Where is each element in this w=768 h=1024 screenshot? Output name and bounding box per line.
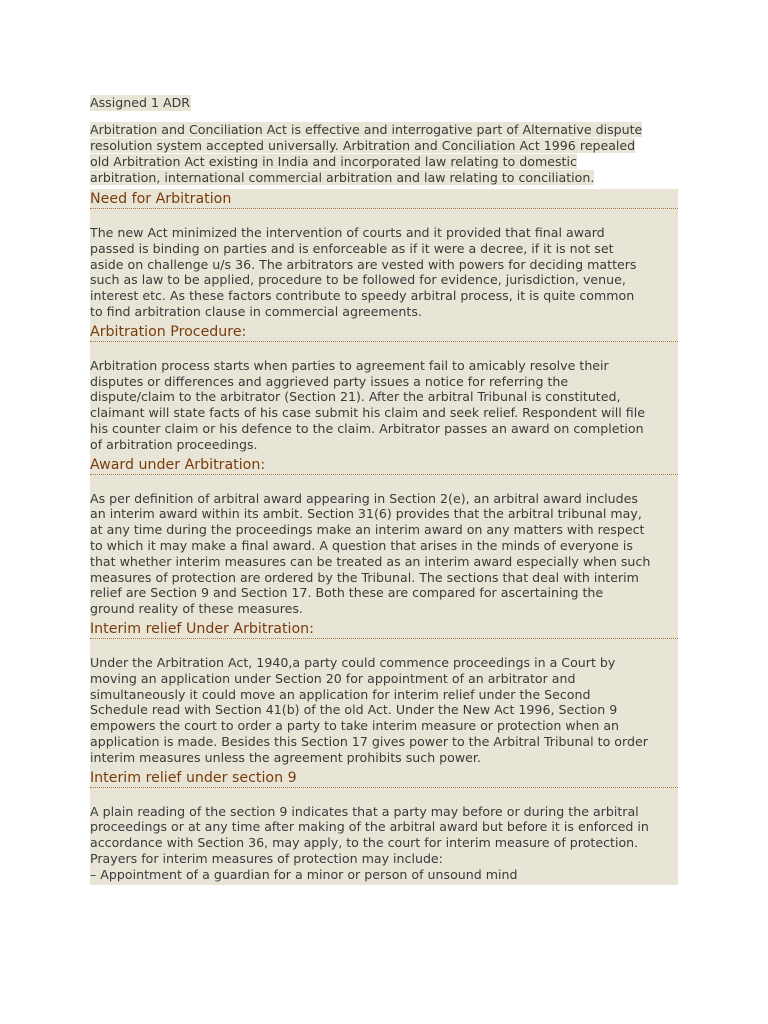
paragraph-line: dispute/claim to the arbitrator (Section 21). After the arbitral Tribunal is constituted, bbox=[90, 389, 621, 405]
section-heading: Arbitration Procedure: bbox=[90, 322, 678, 342]
section-heading: Interim relief under section 9 bbox=[90, 768, 678, 788]
paragraph-line: Schedule read with Section 41(b) of the old Act. Under the New Act 1996, Section 9 bbox=[90, 702, 618, 718]
section-arbitration-procedure bbox=[90, 322, 678, 455]
intro-line: resolution system accepted universally. Arbitration and Conciliation Act 1996 repealed bbox=[90, 138, 636, 153]
paragraph-line: interest etc. As these factors contribute to speedy arbitral process, it is quite common bbox=[90, 288, 635, 304]
paragraph-line: The new Act minimized the intervention of courts and it provided that final award bbox=[90, 225, 605, 240]
paragraph-line: Prayers for interim measures of protection may include: bbox=[90, 850, 443, 866]
section-paragraph bbox=[90, 209, 678, 322]
paragraph-line: relief are Section 9 and Section 17. Both these are compared for ascertaining the bbox=[90, 585, 604, 601]
paragraph-line: Under the Arbitration Act, 1940,a party could commence proceedings in a Court by bbox=[90, 654, 616, 670]
paragraph-line: disputes or differences and aggrieved party issues a notice for referring the bbox=[90, 373, 569, 389]
paragraph-line: accordance with Section 36, may apply, to the court for interim measure of protection. bbox=[90, 835, 639, 851]
paragraph-line: at any time during the proceedings make an interim award on any matters with respect bbox=[90, 522, 645, 538]
paragraph-line: A plain reading of the section 9 indicates that a party may before or during the arbitral bbox=[90, 803, 639, 819]
paragraph-line: measures of protection are ordered by the Tribunal. The sections that deal with interim bbox=[90, 569, 639, 585]
paragraph-line: Arbitration process starts when parties to agreement fail to amicably resolve their bbox=[90, 357, 609, 373]
paragraph-line: proceedings or at any time after making of the arbitral award but before it is enforced in bbox=[90, 819, 649, 835]
paragraph-line: claimant will state facts of his case submit his claim and seek relief. Respondent will file bbox=[90, 405, 645, 421]
section-paragraph bbox=[90, 788, 678, 885]
section-interim-relief-section-9 bbox=[90, 768, 678, 885]
section-heading: Award under Arbitration: bbox=[90, 455, 678, 475]
section-paragraph bbox=[90, 475, 678, 619]
paragraph-line: his counter claim or his defence to the claim. Arbitrator passes an award on completion bbox=[90, 420, 644, 436]
paragraph-line: to which it may make a final award. A question that arises in the minds of everyone is bbox=[90, 537, 633, 553]
intro-line: old Arbitration Act existing in India and incorporated law relating to domestic bbox=[90, 154, 577, 169]
paragraph-line: such as law to be applied, procedure to be followed for evidence, jurisdiction, venue, bbox=[90, 272, 626, 288]
intro-line: Arbitration and Conciliation Act is effective and interrogative part of Alternative dispute bbox=[90, 122, 643, 137]
section-need-for-arbitration bbox=[90, 189, 678, 322]
section-paragraph bbox=[90, 639, 678, 768]
section-paragraph bbox=[90, 342, 678, 455]
paragraph-line: empowers the court to order a party to take interim measure or protection when an bbox=[90, 718, 620, 734]
section-award-under-arbitration bbox=[90, 455, 678, 619]
paragraph-line: that whether interim measures can be treated as an interim award especially when such bbox=[90, 553, 651, 569]
paragraph-line: simultaneously it could move an application for interim relief under the Second bbox=[90, 686, 591, 702]
paragraph-line: – Appointment of a guardian for a minor or person of unsound mind bbox=[90, 866, 518, 882]
intro-line: arbitration, international commercial arbitration and law relating to conciliation. bbox=[90, 170, 595, 185]
paragraph-line: moving an application under Section 20 for appointment of an arbitrator and bbox=[90, 670, 576, 686]
paragraph-line: aside on challenge u/s 36. The arbitrators are vested with powers for deciding matters bbox=[90, 256, 637, 272]
paragraph-line: passed is binding on parties and is enforceable as if it were a decree, if it is not set bbox=[90, 240, 614, 256]
paragraph-line: of arbitration proceedings. bbox=[90, 436, 258, 452]
section-interim-relief bbox=[90, 619, 678, 768]
document-title: Assigned 1 ADR bbox=[90, 95, 191, 110]
paragraph-line: to find arbitration clause in commercial agreements. bbox=[90, 303, 422, 319]
section-heading: Need for Arbitration bbox=[90, 189, 678, 209]
intro-paragraph bbox=[90, 122, 678, 186]
paragraph-line: an interim award within its ambit. Section 31(6) provides that the arbitral tribunal may, bbox=[90, 506, 642, 522]
paragraph-line: application is made. Besides this Section 17 gives power to the Arbitral Tribunal to order bbox=[90, 733, 648, 749]
paragraph-line: As per definition of arbitral award appearing in Section 2(e), an arbitral award includes bbox=[90, 490, 638, 506]
paragraph-line: ground reality of these measures. bbox=[90, 601, 303, 617]
paragraph-line: interim measures unless the agreement prohibits such power. bbox=[90, 749, 481, 765]
section-heading: Interim relief Under Arbitration: bbox=[90, 619, 678, 639]
document-body bbox=[90, 92, 678, 885]
